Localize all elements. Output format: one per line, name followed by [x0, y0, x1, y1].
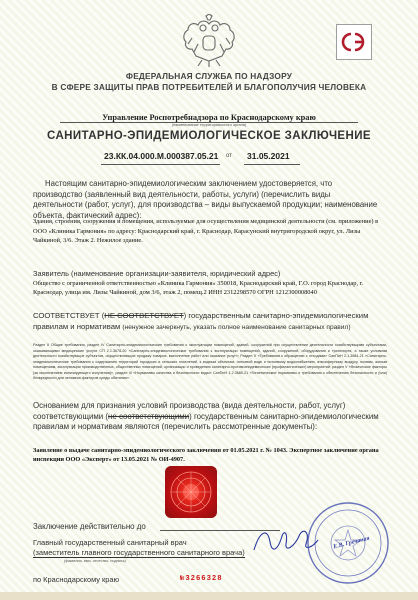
basis-rest: ) государственным санитарно-эпидемиологическим правилам и нормативам являются (перечислить рассмотренные документы):	[33, 411, 379, 431]
certificate-number: 23.КК.04.000.М.000387.05.21	[104, 151, 219, 161]
certificate-number-line	[0, 151, 418, 165]
double-headed-eagle-icon	[176, 14, 242, 68]
conformity-note: (ненужное зачеркнуть, указать полное наименование санитарных правил)	[122, 323, 351, 331]
basis-prefix: Основанием для признания условий производства (вида деятельности, работ, услуг) соответствующими (	[33, 401, 346, 421]
issued-documents: Заявление о выдаче санитарно-эпидемиологического заключения от 01.05.2021 г. № 1043. Экспертное заключение органа инспекции ООО «Эксперт» от 13.05.2021 № ОИ-4907.	[33, 447, 379, 463]
date-underline	[244, 164, 300, 165]
validity-label: Заключение действительно до	[33, 522, 146, 531]
department-name: Управление Роспотребнадзора по Краснодарскому краю	[102, 113, 316, 122]
certificate-title: САНИТАРНО-ЭПИДЕМИОЛОГИЧЕСКОЕ ЗАКЛЮЧЕНИЕ	[47, 130, 371, 142]
conformity-struck: НЕ СООТВЕТСТВУЕТ	[104, 311, 184, 320]
agency-line-1: ФЕДЕРАЛЬНАЯ СЛУЖБА ПО НАДЗОРУ	[125, 71, 293, 81]
basis-statement	[33, 401, 385, 433]
conformity-statement	[33, 311, 388, 333]
conformity-rest: ) государственным санитарно-эпидемиологическим правилам и нормативам	[33, 311, 369, 331]
certificate-date: 31.05.2021	[247, 151, 290, 161]
department-note: (наименование территориального органа)	[171, 123, 247, 127]
signer-note: (фамилия, имя, отчество, подпись)	[64, 559, 126, 563]
serial-number: №3266328	[180, 575, 223, 583]
hologram-sticker	[165, 466, 217, 518]
hologram-pattern-icon	[165, 466, 217, 518]
se-mark-icon	[336, 24, 372, 60]
intro-paragraph: Настоящим санитарно-эпидемиологическим заключением удостоверяется, что производство (заявленный вид деятельности, работы, услуги) (перечислить виды деятельности (работ, услуг), для производства – виды выпускаемой продукции; наименование объекта, фактический адрес):	[33, 179, 378, 220]
applicant-details: Общество с ограниченной ответственностью «Клиника Гармония» 350018, Краснодарский край, Г.О. город Краснодар, г. Краснодар, улица им. Лизы Чайкиной, дом 3/6, этаж 2, помещ.2 ИНН 2312298570 ОГРН 1212300008040	[33, 280, 364, 297]
object-description: Здания, строения, сооружения и помещения, используемые для осуществления медицинской деятельности (см. приложение) в ООО «Клиника Гармония» по адресу: Краснодарский край, г. Краснодар, Карасунский внутригородской округ, ул. Лизы Чайкиной, 3/6. Этаж 2. Нежилое здание.	[33, 218, 379, 244]
signer-title: Главный государственный санитарный врач	[33, 538, 187, 547]
signer-deputy-title: (заместитель главного государственного санитарного врача)	[33, 548, 245, 557]
conformity-prefix: СООТВЕТСТВУЕТ (	[33, 311, 105, 320]
signer-region: по Краснодарскому краю	[33, 575, 119, 584]
stamp-signer-name: Е.В. Гречаная	[332, 535, 371, 551]
applicant-label: Заявитель (наименование организации-заявителя, юридический адрес)	[33, 269, 281, 278]
agency-line-2: В СФЕРЕ ЗАЩИТЫ ПРАВ ПОТРЕБИТЕЛЕЙ И БЛАГОПОЛУЧИЯ ЧЕЛОВЕКА	[51, 82, 367, 92]
regulations-text: Раздел II Общие требования, раздел IV Санитарно-эпидемиологические требования к эксплуатации помещений, зданий, сооружений при осуществлении деятельности хозяйствующими субъектами, оказывающими медицинские услуги СП 2.1.3678-20 «Санитарно-эпидемиологические требования к эксплуатации помещений, зданий, сооружений, оборудования и транспорта, а также условиям деятельности хозяйствующих субъектов, осуществляющих продажу товаров, выполнение работ или оказание услуг»; Раздел X «Требования к обращению с отходами» СанПиН 2.1.3684-21 «Санитарно-эпидемиологические требования к содержанию территорий городских и сельских поселений, к водным объектам, питьевой воде и питьевому водоснабжению, атмосферному воздуху, почвам, жилым помещениям, эксплуатации производственных, общественных помещений, организации и проведению санитарно-противоэпидемических (профилактических) мероприятий; раздел V «Физические факторы (за исключением ионизирующего излучения)», раздел III «Нормативы качества и безопасности воды» СанПиН 1.2.3685-21 «Гигиенические нормативы и требования к обеспечению безопасности и (или) безвредности для человека факторов среды обитания».	[33, 343, 387, 380]
certificate-from-label: от	[226, 153, 232, 159]
number-underline	[101, 164, 220, 165]
basis-struck: не соответствующими	[108, 411, 190, 421]
